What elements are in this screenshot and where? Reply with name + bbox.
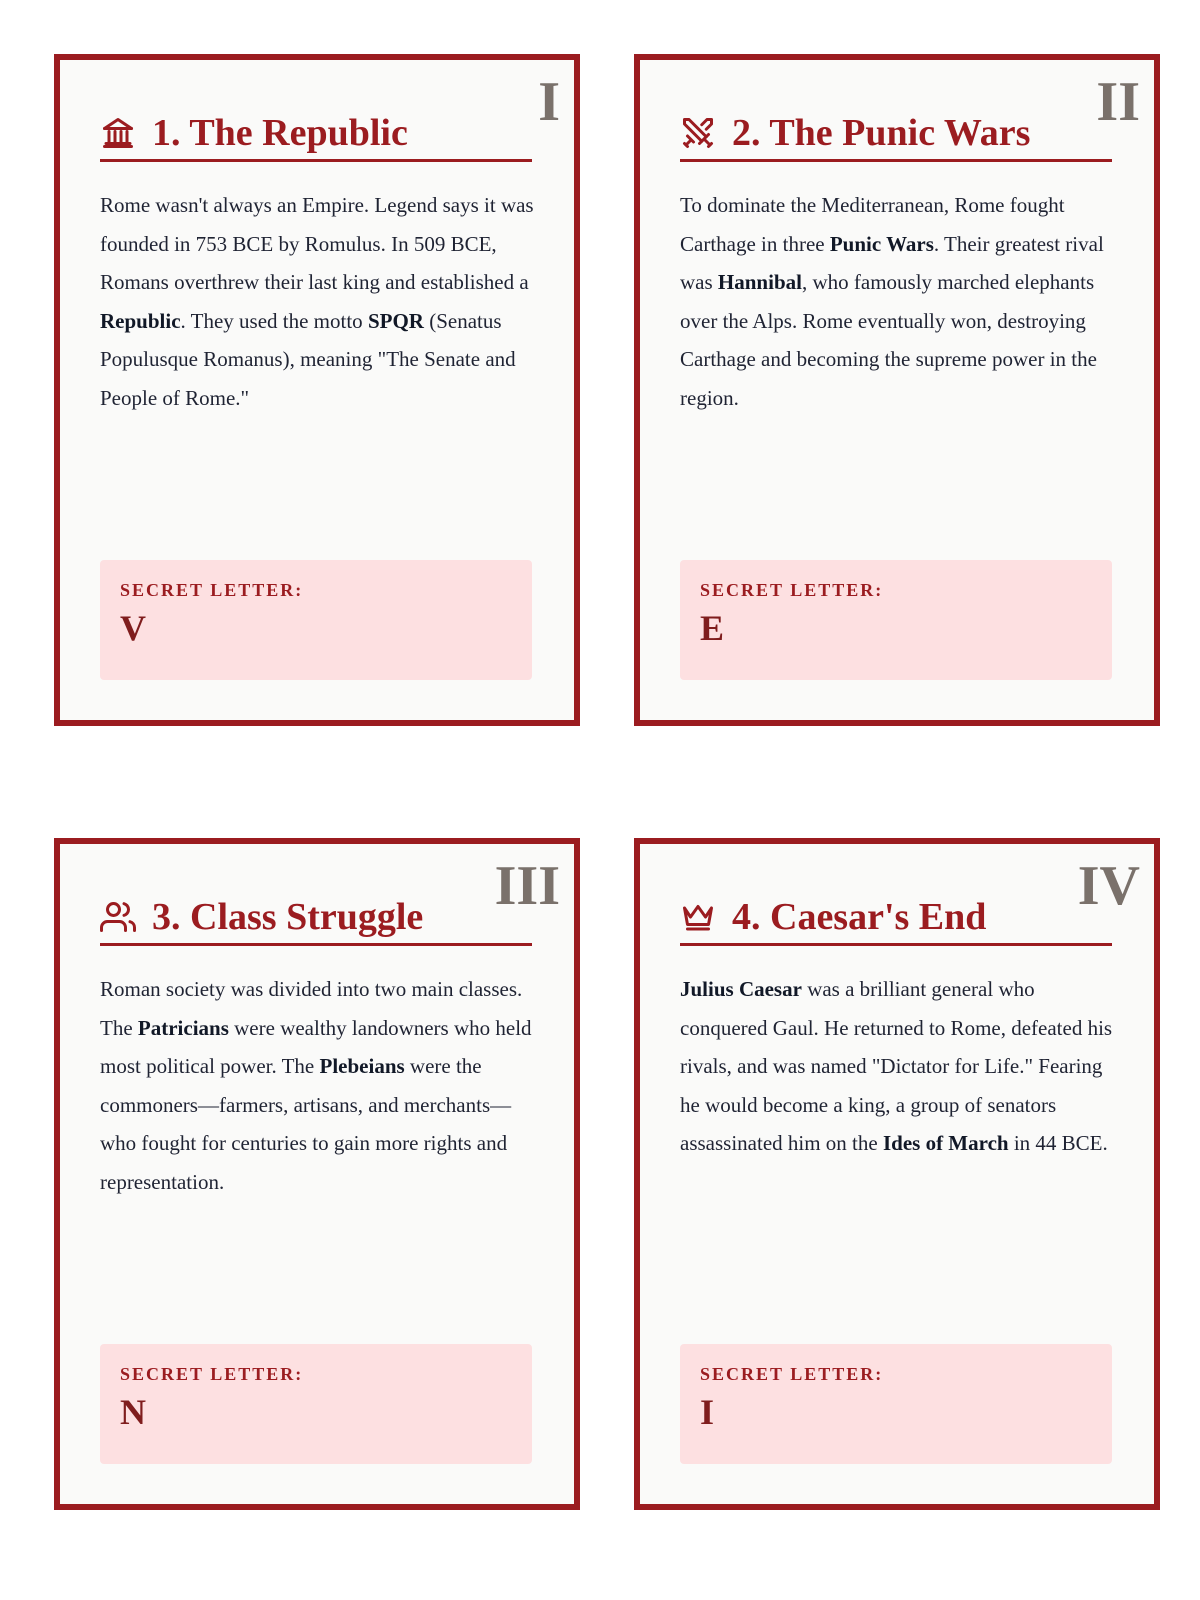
roman-numeral: III bbox=[494, 855, 560, 917]
secret-letter-label: SECRET LETTER: bbox=[700, 1364, 884, 1384]
crossed-swords-icon bbox=[680, 115, 716, 151]
card-title: 2. The Punic Wars bbox=[732, 112, 1031, 155]
highlighted-term: Punic Wars bbox=[829, 231, 934, 256]
card-body: Julius Caesar was a brilliant general who conquered Gaul. He returned to Rome, defeated his rivals, and was named "Dictator for Life." Fearing he would become a king, a group of senators assassinated him on the Ides of March in 44 BCE. bbox=[680, 977, 1113, 1155]
highlighted-term: SPQR bbox=[367, 308, 424, 333]
card-header bbox=[100, 898, 532, 946]
card-body: Rome wasn't always an Empire. Legend says it was founded in 753 BCE by Romulus. In 509 BCE, Romans overthrew their last king and established a Republic. They used the motto SPQR (Senatus Populusque Romanus), meaning "The Senate and People of Rome." bbox=[100, 193, 534, 410]
highlighted-term: Republic bbox=[100, 308, 181, 333]
card-title: 1. The Republic bbox=[152, 112, 408, 155]
card-header bbox=[680, 898, 1112, 946]
secret-letter-box bbox=[100, 560, 532, 680]
temple-icon bbox=[100, 115, 136, 151]
secret-letter-value: N bbox=[120, 1392, 146, 1432]
card-header bbox=[680, 114, 1112, 162]
card-republic bbox=[54, 54, 580, 726]
card-body: To dominate the Mediterranean, Rome fought Carthage in three Punic Wars. Their greatest rival was Hannibal, who famously marched elephants over the Alps. Rome eventually won, destroying Carthage and becoming the supreme power in the region. bbox=[680, 193, 1104, 410]
secret-letter-box bbox=[680, 1344, 1112, 1464]
roman-numeral: I bbox=[538, 71, 560, 133]
card-title: 4. Caesar's End bbox=[732, 896, 987, 939]
highlighted-term: Patricians bbox=[137, 1015, 229, 1040]
card-header bbox=[100, 114, 532, 162]
secret-letter-value: I bbox=[700, 1392, 715, 1432]
card-class-struggle bbox=[54, 838, 580, 1510]
highlighted-term: Plebeians bbox=[319, 1054, 405, 1078]
crown-icon bbox=[680, 899, 716, 935]
card-caesars-end bbox=[634, 838, 1160, 1510]
secret-letter-label: SECRET LETTER: bbox=[700, 580, 884, 600]
secret-letter-label: SECRET LETTER: bbox=[120, 1364, 304, 1384]
highlighted-term: Ides of March bbox=[882, 1131, 1009, 1155]
card-punic-wars bbox=[634, 54, 1160, 726]
secret-letter-value: V bbox=[120, 608, 146, 648]
secret-letter-box bbox=[100, 1344, 532, 1464]
users-icon bbox=[100, 899, 136, 935]
highlighted-term: Hannibal bbox=[717, 270, 802, 294]
roman-numeral: IV bbox=[1077, 855, 1140, 917]
roman-numeral: II bbox=[1096, 71, 1140, 133]
secret-letter-box bbox=[680, 560, 1112, 680]
card-title: 3. Class Struggle bbox=[152, 896, 424, 939]
secret-letter-value: E bbox=[700, 608, 725, 648]
highlighted-term: Julius Caesar bbox=[680, 977, 802, 1001]
card-body: Roman society was divided into two main classes. The Patricians were wealthy landowners who held most political power. The Plebeians were the commoners—farmers, artisans, and merchants—who fought for centuries to gain more rights and representation. bbox=[100, 977, 532, 1194]
secret-letter-label: SECRET LETTER: bbox=[120, 580, 304, 600]
